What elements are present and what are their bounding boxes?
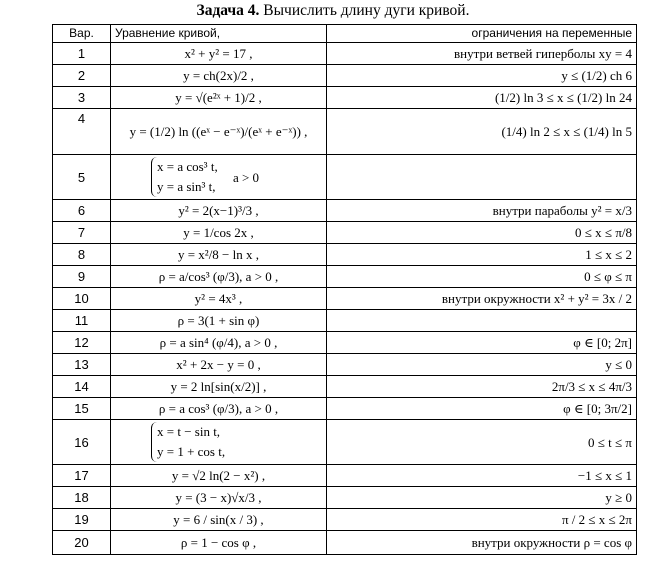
tasks-table [52, 24, 637, 555]
row-number: 13 [53, 354, 111, 376]
row-equation: x² + y² = 17 , [111, 43, 327, 65]
row-constraint [327, 155, 637, 200]
row-number: 11 [53, 310, 111, 332]
system-brace [151, 422, 225, 462]
row-number: 14 [53, 376, 111, 398]
row-number: 15 [53, 398, 111, 420]
row-number: 9 [53, 266, 111, 288]
row-number: 19 [53, 509, 111, 531]
header-equation: Уравнение кривой, [111, 25, 327, 43]
row-equation: ρ = 3(1 + sin φ) [111, 310, 327, 332]
row-constraint: внутри окружности x² + y² = 3x / 2 [327, 288, 637, 310]
table-row [53, 87, 637, 109]
table-row [53, 531, 637, 555]
row-equation: y² = 4x³ , [111, 288, 327, 310]
row-equation-system [111, 420, 327, 465]
row-equation: y = (1/2) ln ((eˣ − e⁻ˣ)/(eˣ + e⁻ˣ)) , [111, 109, 327, 155]
row-equation: y = 6 / sin(x / 3) , [111, 509, 327, 531]
page-title [0, 0, 666, 22]
row-equation: y = 2 ln[sin(x/2)] , [111, 376, 327, 398]
header-num: Вар. [53, 25, 111, 43]
row-constraint: φ ∈ [0; 3π/2] [327, 398, 637, 420]
row-number: 8 [53, 244, 111, 266]
system-line-1: x = a cos³ t, [157, 159, 218, 174]
row-number: 1 [53, 43, 111, 65]
row-constraint: 0 ≤ t ≤ π [327, 420, 637, 465]
row-equation: y = ch(2x)/2 , [111, 65, 327, 87]
row-constraint: y ≥ 0 [327, 487, 637, 509]
row-constraint: 2π/3 ≤ x ≤ 4π/3 [327, 376, 637, 398]
row-number: 12 [53, 332, 111, 354]
table-row [53, 376, 637, 398]
system-line-2: y = a sin³ t, [157, 179, 216, 194]
row-constraint: π / 2 ≤ x ≤ 2π [327, 509, 637, 531]
system-line-2: y = 1 + cos t, [157, 444, 226, 459]
row-equation: ρ = a cos³ (φ/3), a > 0 , [111, 398, 327, 420]
table-row [53, 487, 637, 509]
table-row [53, 222, 637, 244]
title-text: Вычислить длину дуги кривой. [259, 2, 470, 19]
row-constraint: −1 ≤ x ≤ 1 [327, 465, 637, 487]
row-constraint: (1/2) ln 3 ≤ x ≤ (1/2) ln 24 [327, 87, 637, 109]
row-number: 17 [53, 465, 111, 487]
row-equation: y = (3 − x)√x/3 , [111, 487, 327, 509]
row-equation: y = x²/8 − ln x , [111, 244, 327, 266]
table-row [53, 65, 637, 87]
table-row [53, 155, 637, 200]
row-constraint: внутри параболы y² = x/3 [327, 200, 637, 222]
table-row [53, 398, 637, 420]
row-number: 10 [53, 288, 111, 310]
row-constraint: φ ∈ [0; 2π] [327, 332, 637, 354]
table-row [53, 420, 637, 465]
row-number: 4 [53, 109, 111, 155]
row-equation: y = √(e²ˣ + 1)/2 , [111, 87, 327, 109]
row-number: 7 [53, 222, 111, 244]
row-constraint [327, 310, 637, 332]
system-line-1: x = t − sin t, [157, 424, 221, 439]
table-row [53, 509, 637, 531]
row-equation-system [111, 155, 327, 200]
row-number: 3 [53, 87, 111, 109]
table-row [53, 266, 637, 288]
row-constraint: 0 ≤ x ≤ π/8 [327, 222, 637, 244]
row-constraint: y ≤ 0 [327, 354, 637, 376]
row-number: 6 [53, 200, 111, 222]
title-label: Задача 4. [196, 2, 260, 19]
table-row [53, 244, 637, 266]
row-constraint: 0 ≤ φ ≤ π [327, 266, 637, 288]
row-constraint: внутри окружности ρ = cos φ [327, 531, 637, 555]
row-equation: ρ = 1 − cos φ , [111, 531, 327, 555]
row-constraint: y ≤ (1/2) ch 6 [327, 65, 637, 87]
row-equation: y² = 2(x−1)³/3 , [111, 200, 327, 222]
table-row [53, 465, 637, 487]
table-row [53, 43, 637, 65]
table-row [53, 354, 637, 376]
table-header-row [53, 25, 637, 43]
row-equation: ρ = a sin⁴ (φ/4), a > 0 , [111, 332, 327, 354]
row-constraint: (1/4) ln 2 ≤ x ≤ (1/4) ln 5 [327, 109, 637, 155]
row-constraint: внутри ветвей гиперболы xy = 4 [327, 43, 637, 65]
row-number: 2 [53, 65, 111, 87]
table-row [53, 200, 637, 222]
row-number: 5 [53, 155, 111, 200]
row-constraint: 1 ≤ x ≤ 2 [327, 244, 637, 266]
header-constraint: ограничения на переменные [327, 25, 637, 43]
table-row [53, 332, 637, 354]
row-equation: y = 1/cos 2x , [111, 222, 327, 244]
row-number: 16 [53, 420, 111, 465]
row-equation: ρ = a/cos³ (φ/3), a > 0 , [111, 266, 327, 288]
table-row [53, 288, 637, 310]
system-brace [151, 157, 218, 197]
row-number: 20 [53, 531, 111, 555]
row-equation: y = √2 ln(2 − x²) , [111, 465, 327, 487]
row-number: 18 [53, 487, 111, 509]
row-equation: x² + 2x − y = 0 , [111, 354, 327, 376]
table-row [53, 109, 637, 155]
table-row [53, 310, 637, 332]
system-param: a > 0 [232, 169, 260, 185]
